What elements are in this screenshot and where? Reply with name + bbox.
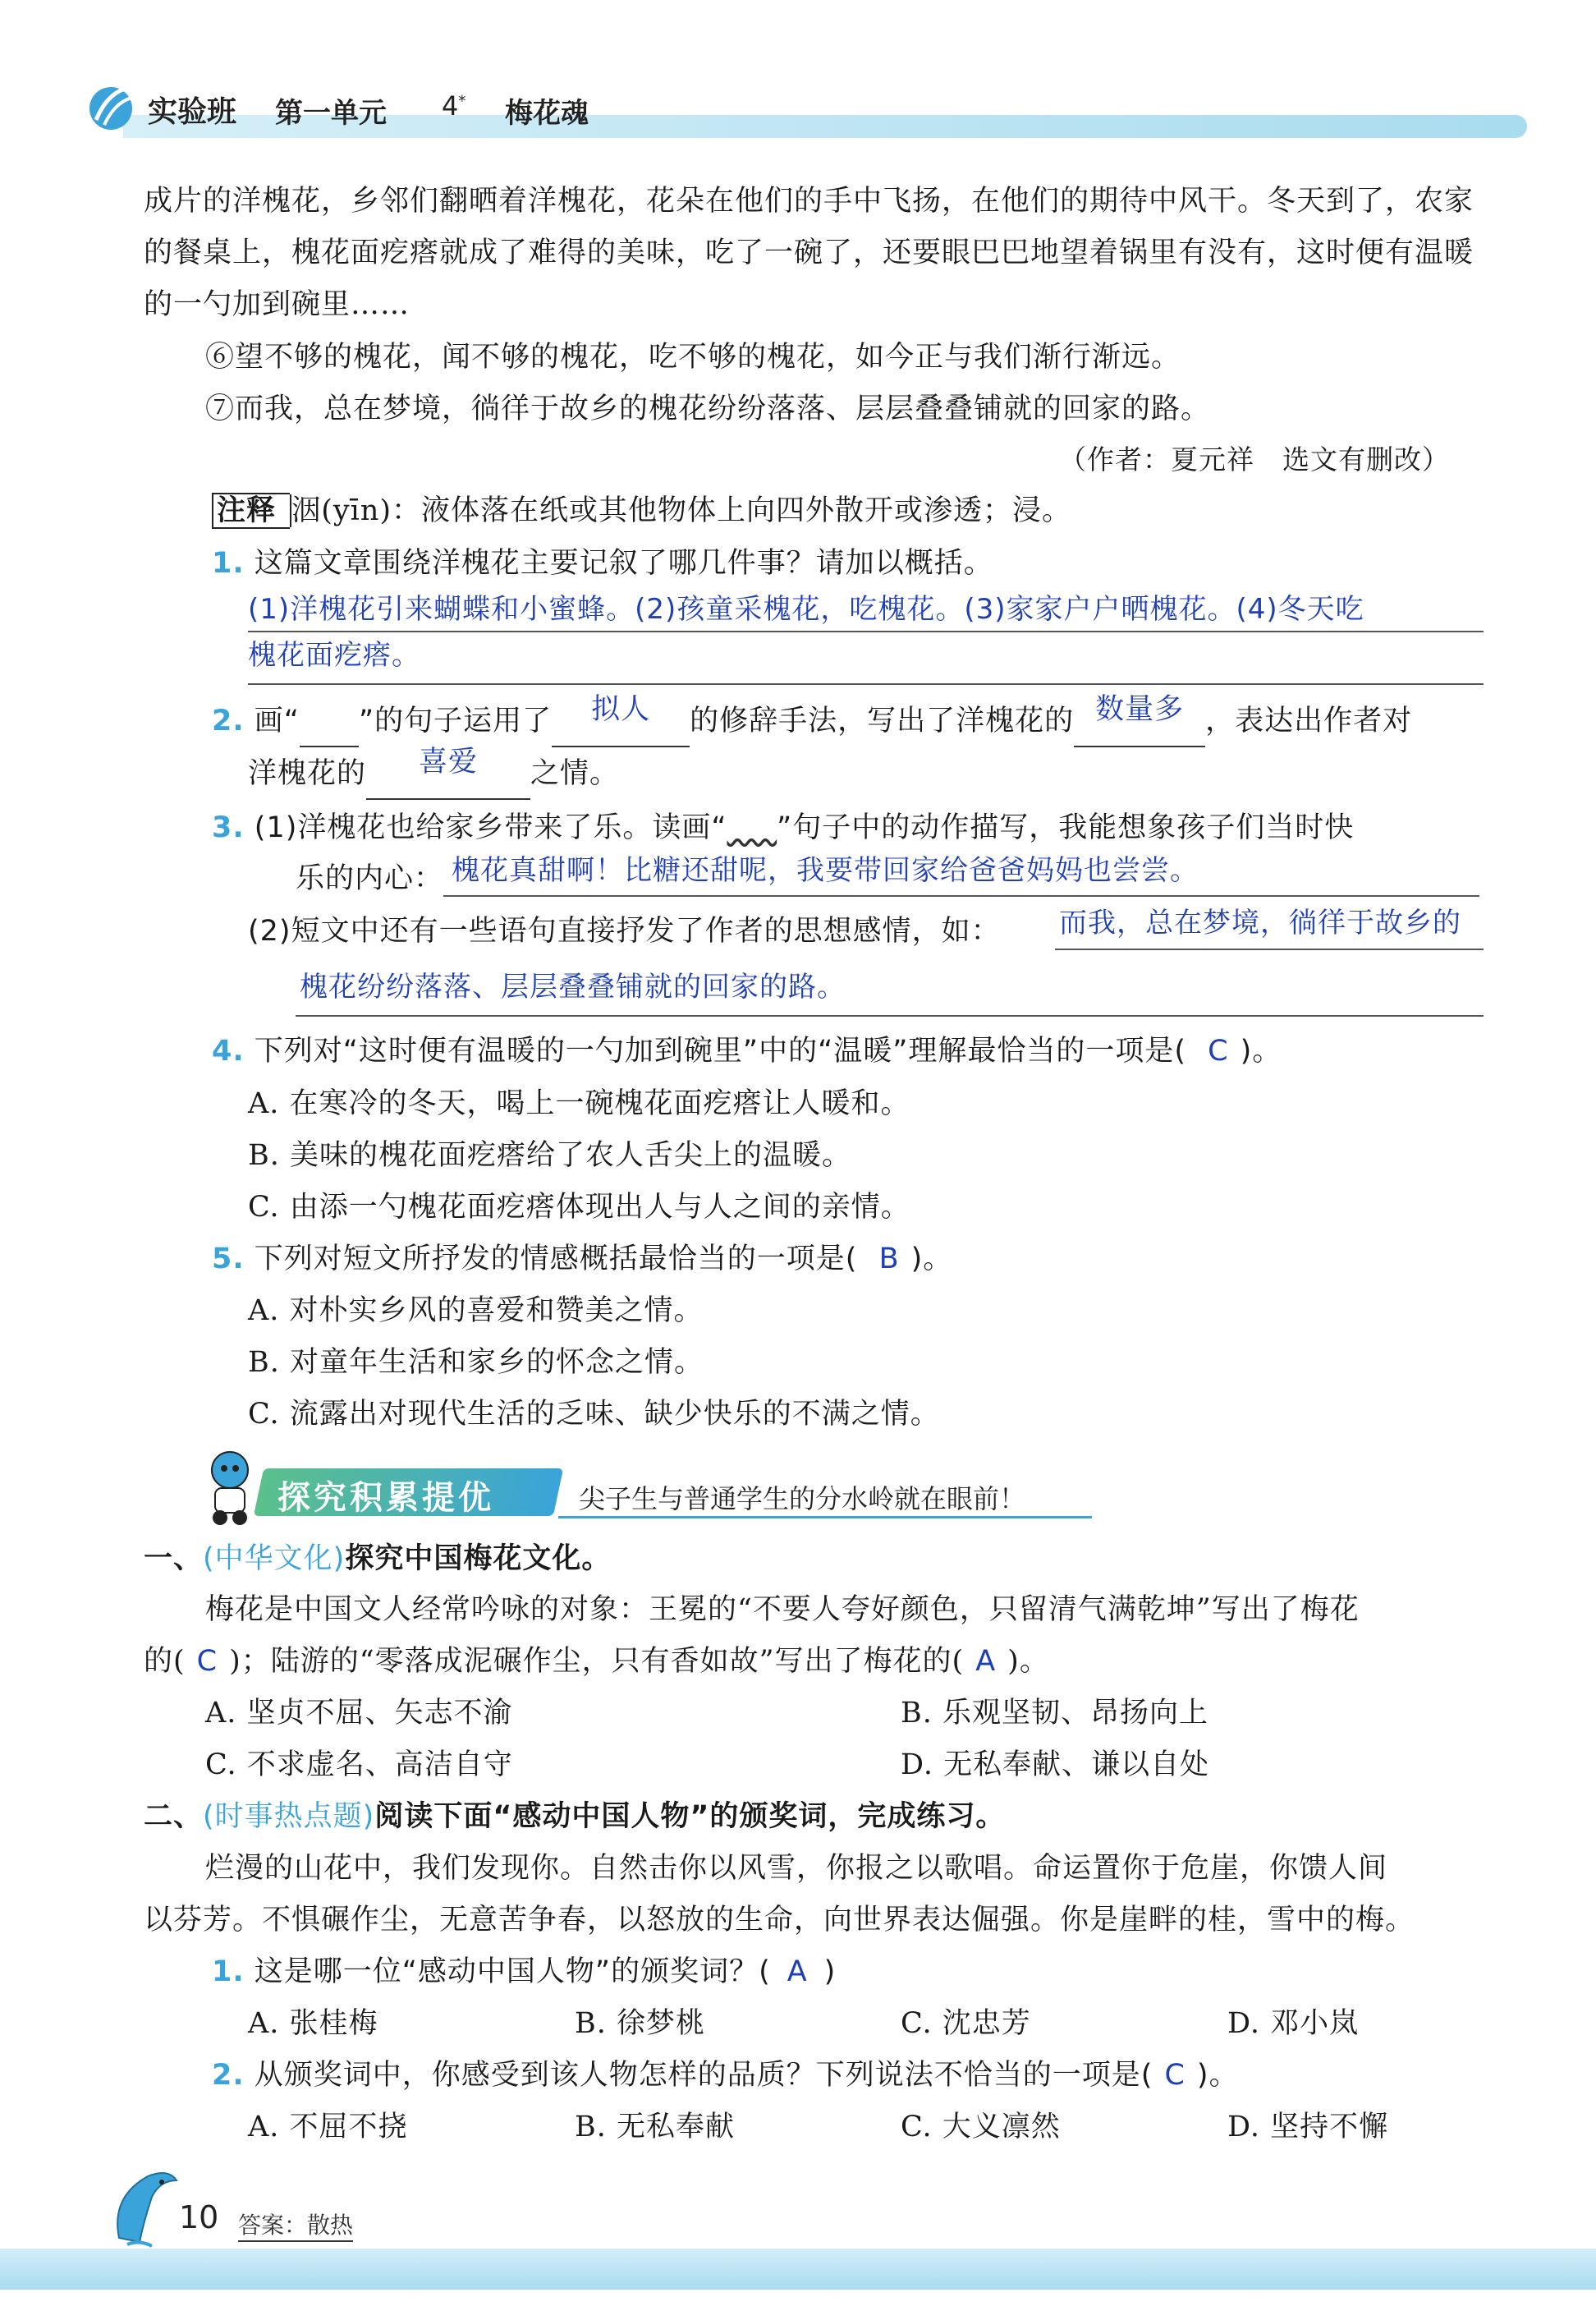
- q2-symbol-blank: [300, 696, 359, 747]
- passage-note: [212, 486, 1071, 535]
- header-lesson-title: 梅花魂: [505, 97, 589, 130]
- passage-line-1: 成片的洋槐花，乡邻们翻晒着洋槐花，花朵在他们的手中飞扬，在他们的期待中风干。冬天到了，农家: [144, 185, 1474, 218]
- q1-underline-2: [248, 683, 1484, 685]
- q2-blank-1[interactable]: [552, 693, 690, 747]
- q4-option-a[interactable]: A. 在寒冷的冬天，喝上一碗槐花面疙瘩让人暖和。: [248, 1087, 910, 1120]
- passage-source: （作者：夏元祥 选文有删改）: [1059, 443, 1450, 475]
- q1-answer-line-1: (1)洋槐花引来蝴蝶和小蜜蜂。(2)孩童采槐花，吃槐花。(3)家家户户晒槐花。(4)冬天吃: [248, 593, 1364, 626]
- header-lesson-num: [442, 90, 466, 122]
- header-series: 实验班: [148, 95, 237, 129]
- section2-heading: 二、(时事热点题)阅读下面“感动中国人物”的颁奖词，完成练习。: [144, 1800, 1006, 1833]
- lesson-number: 4: [442, 90, 459, 122]
- q1-text: 这篇文章围绕洋槐花主要记叙了哪几件事？请加以概括。: [254, 547, 993, 580]
- q1-answer-line-2: 槐花面疙瘩。: [248, 639, 420, 672]
- section1-tag: (中华文化): [203, 1542, 346, 1575]
- section1-option-c[interactable]: C. 不求虚名、高洁自守: [205, 1748, 513, 1781]
- q4-stem: 4. 下列对“这时便有温暖的一勺加到碗里”中的“温暖”理解最恰当的一项是( C )。: [212, 1035, 1282, 1068]
- q2-blank-2[interactable]: [1074, 693, 1205, 747]
- section2-q1-stem: 1. 这是哪一位“感动中国人物”的颁奖词？( A ): [212, 1955, 837, 1988]
- section1-answer-1: C: [196, 1645, 218, 1678]
- lesson-star: *: [458, 92, 466, 110]
- q2-answer-2: 数量多: [1095, 693, 1185, 726]
- q2-blank-3[interactable]: [366, 746, 530, 800]
- section1-line-2: 的( C )；陆游的“零落成泥碾作尘，只有香如故”写出了梅花的( A )。: [144, 1645, 1049, 1678]
- q3-part2-underline-1: [1055, 949, 1484, 950]
- section2-q1-option-c[interactable]: C. 沈忠芳: [901, 2007, 1031, 2040]
- q1: [212, 539, 993, 588]
- footer-stripe: [0, 2249, 1596, 2290]
- section2-q2-option-a[interactable]: A. 不屈不挠: [248, 2111, 408, 2143]
- section2-line-2: 以芬芳。不惧碾作尘，无意苦争春，以怒放的生命，向世界表达倔强。你是崖畔的桂，雪中的梅。: [144, 1904, 1415, 1936]
- dolphin-icon: [103, 2164, 185, 2254]
- q3-part1-line-1: 3. (1)洋槐花也给家乡带来了乐。读画“ ”句子中的动作描写，我能想象孩子们当时快: [212, 811, 1355, 844]
- q2-number: 2.: [212, 705, 245, 737]
- note-text: 洇(yīn)：液体落在纸或其他物体上向四外散开或渗透；浸。: [291, 494, 1072, 527]
- q5-option-c[interactable]: C. 流露出对现代生活的乏味、缺少快乐的不满之情。: [248, 1398, 940, 1431]
- q2-answer-3: 喜爱: [419, 746, 479, 779]
- q3-part1-answer: 槐花真甜啊！比糖还甜呢，我要带回家给爸爸妈妈也尝尝。: [452, 854, 1199, 887]
- q3-part2-underline-2: [296, 1015, 1484, 1017]
- passage-line-3: 的一勺加到碗里……: [144, 288, 410, 321]
- section2-tag: (时事热点题): [203, 1800, 375, 1833]
- q4-answer: C: [1208, 1035, 1229, 1068]
- section1-option-d[interactable]: D. 无私奉献、谦以自处: [901, 1748, 1210, 1781]
- q5-option-b[interactable]: B. 对童年生活和家乡的怀念之情。: [248, 1346, 704, 1379]
- banner-subtitle: 尖子生与普通学生的分水岭就在眼前！: [579, 1483, 1026, 1514]
- section1-heading: 一、(中华文化)探究中国梅花文化。: [144, 1542, 612, 1575]
- section2-q2-answer: C: [1164, 2059, 1186, 2092]
- q2-line-2: 洋槐花的 喜爱 之情。: [248, 749, 619, 800]
- section1-option-b[interactable]: B. 乐观坚韧、昂扬向上: [901, 1697, 1208, 1730]
- section2-q2-option-b[interactable]: B. 无私奉献: [575, 2111, 735, 2143]
- passage-line-2: 的餐桌上，槐花面疙瘩就成了难得的美味，吃了一碗了，还要眼巴巴地望着锅里有没有，这时便有温暖: [144, 237, 1474, 269]
- section2-q2-option-d[interactable]: D. 坚持不懈: [1227, 2111, 1389, 2143]
- q1-number: 1.: [212, 547, 245, 580]
- q3-part2-answer-1: 而我，总在梦境，徜徉于故乡的: [1059, 907, 1461, 939]
- note-label: 注释: [212, 493, 290, 529]
- section2-q1-answer: A: [787, 1955, 808, 1988]
- section2-q1-option-b[interactable]: B. 徐梦桃: [575, 2007, 705, 2040]
- q4-number: 4.: [212, 1035, 245, 1068]
- q3-number: 3.: [212, 811, 245, 844]
- q5-stem: 5. 下列对短文所抒发的情感概括最恰当的一项是( B )。: [212, 1243, 953, 1275]
- section1-line-1: 梅花是中国文人经常吟咏的对象：王冕的“不要人夸好颜色，只留清气满乾坤”写出了梅花: [205, 1593, 1360, 1626]
- q5-number: 5.: [212, 1243, 245, 1275]
- header-logo-icon: [86, 80, 139, 133]
- q3-part2-line-1: (2)短文中还有一些语句直接抒发了作者的思想感情，如：: [248, 915, 1001, 948]
- q3-part1-underline: [443, 895, 1479, 897]
- section2-q2-stem: 2. 从颁奖词中，你感受到该人物怎样的品质？下列说法不恰当的一项是( C )。: [212, 2059, 1239, 2092]
- q5-option-a[interactable]: A. 对朴实乡风的喜爱和赞美之情。: [248, 1294, 704, 1327]
- passage-para-7: ⑦而我，总在梦境，徜徉于故乡的槐花纷纷落落、层层叠叠铺就的回家的路。: [205, 393, 1211, 425]
- section1-answer-2: A: [975, 1645, 997, 1678]
- section2-q1-option-a[interactable]: A. 张桂梅: [248, 2007, 378, 2040]
- section2-q1-number: 1.: [212, 1955, 245, 1988]
- q2-line-1: 2. 画“ ”的句子运用了 拟人 的修辞手法，写出了洋槐花的 数量多 ，表达出作者对: [212, 696, 1412, 747]
- q1-underline-1: [248, 631, 1484, 632]
- banner-underline: [558, 1516, 1092, 1518]
- passage-para-6: ⑥望不够的槐花，闻不够的槐花，吃不够的槐花，如今正与我们渐行渐远。: [205, 341, 1181, 374]
- section2-q2-number: 2.: [212, 2059, 245, 2092]
- q4-option-c[interactable]: C. 由添一勺槐花面疙瘩体现出人与人之间的亲情。: [248, 1191, 910, 1224]
- section2-line-1: 烂漫的山花中，我们发现你。自然击你以风雪，你报之以歌唱。命运置你于危崖，你馈人间: [205, 1852, 1388, 1885]
- section2-q1-option-d[interactable]: D. 邓小岚: [1227, 2007, 1360, 2040]
- section2-q2-option-c[interactable]: C. 大义凛然: [901, 2111, 1061, 2143]
- q5-answer: B: [878, 1243, 900, 1275]
- mascot-icon: [197, 1445, 263, 1528]
- footer-answer-hint: 答案：散热: [238, 2207, 353, 2242]
- q3-part1-line-2: 乐的内心：: [296, 862, 444, 895]
- page-number: 10: [179, 2199, 219, 2235]
- header-unit: 第一单元: [275, 97, 387, 130]
- q3-part2-answer-2: 槐花纷纷落落、层层叠叠铺就的回家的路。: [300, 971, 846, 1004]
- q4-option-b[interactable]: B. 美味的槐花面疙瘩给了农人舌尖上的温暖。: [248, 1139, 851, 1172]
- q3-wavy-symbol: [727, 811, 777, 844]
- section1-option-a[interactable]: A. 坚贞不屈、矢志不渝: [205, 1697, 513, 1730]
- banner-title: 探究积累提优: [277, 1479, 494, 1517]
- q2-answer-1: 拟人: [591, 693, 651, 726]
